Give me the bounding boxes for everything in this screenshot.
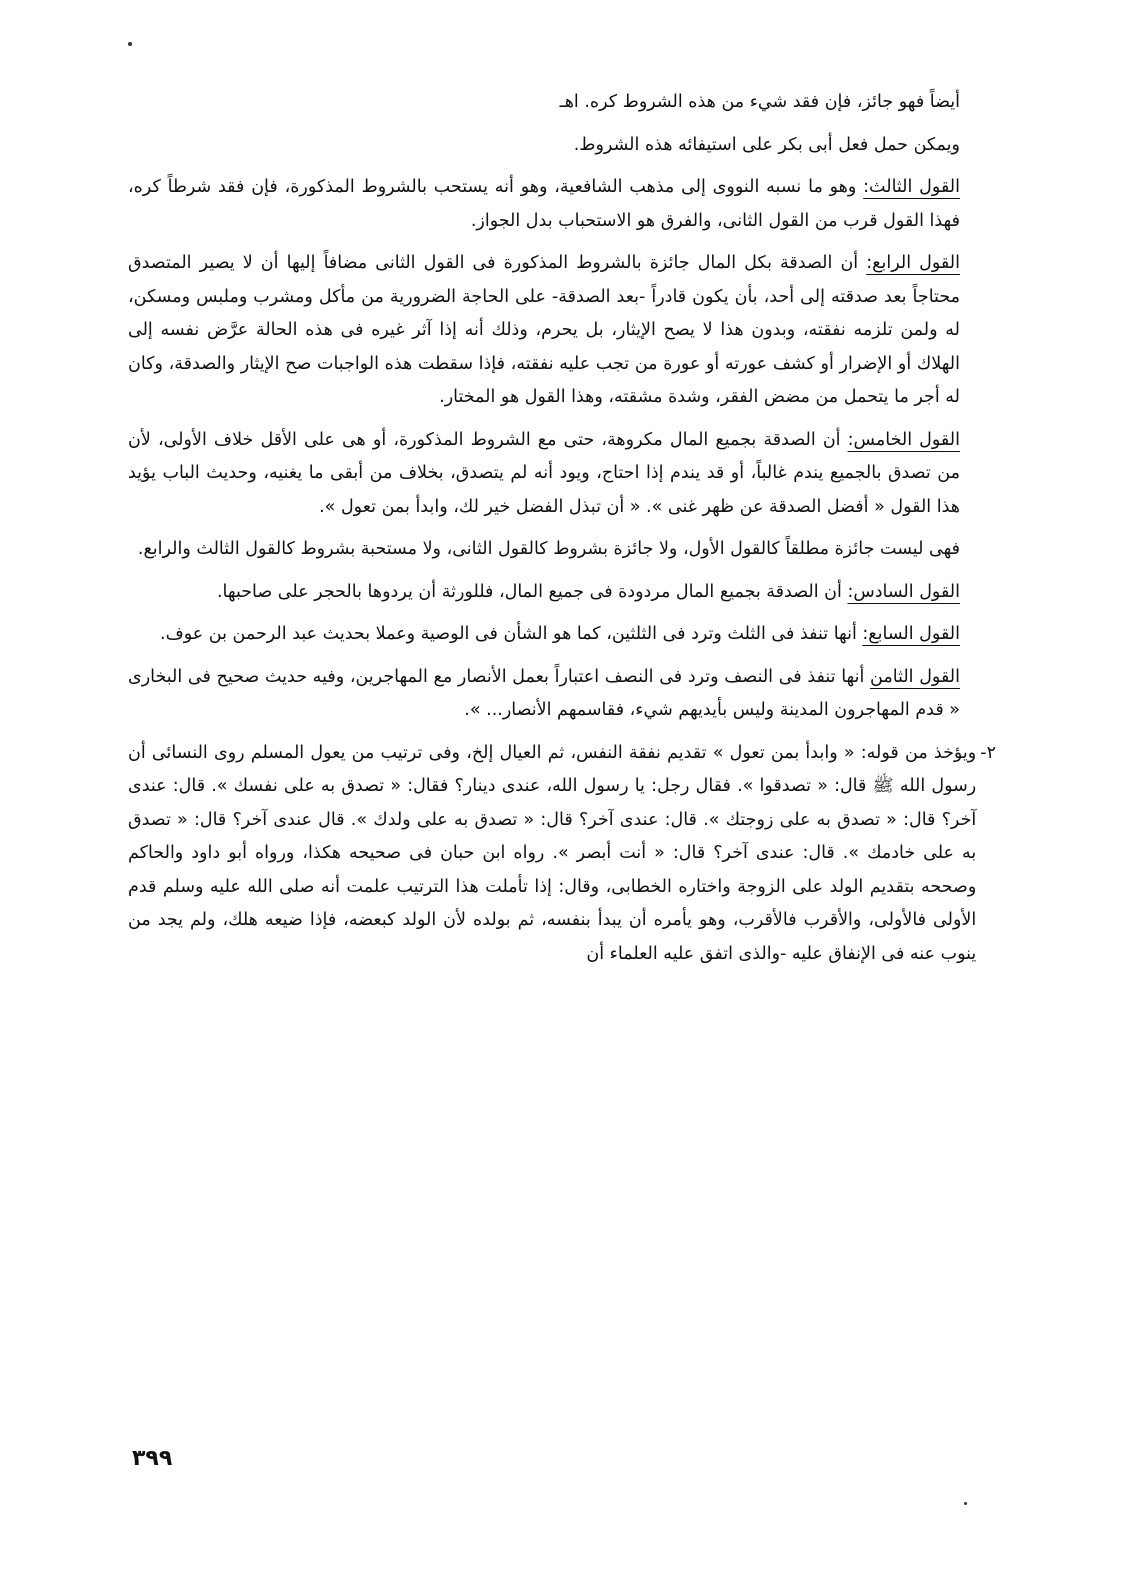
item-number: ٢- <box>980 742 996 763</box>
paragraph <box>128 129 960 163</box>
numbered-item <box>128 737 996 972</box>
paragraph-text: أن الصدقة بجميع المال مردودة فى جميع المال، فللورثة أن يردوها بالحجر على صاحبها. <box>216 581 848 602</box>
paragraph <box>128 618 960 652</box>
paragraph <box>128 533 960 567</box>
section-heading: القول الخامس: <box>847 429 960 450</box>
section-heading: القول السابع: <box>862 624 960 644</box>
paragraph-text: أيضاً فهو جائز، فإن فقد شيء من هذه الشروط كره. اهـ <box>559 92 960 112</box>
paragraph-text: ويمكن حمل فعل أبى بكر على استيفائه هذه الشروط. <box>573 134 960 155</box>
item-text: ويؤخذ من قوله: « وابدأ بمن تعول » تقديم نفقة النفس، ثم العيال إلخ، وفى ترتيب من يعول المسلم روى النسائى أن رسول الله ﷺ قال: « تصدقوا ». فقال رجل: يا رسول الله، عندى دينار؟ فقال: « تصدق به على نفسك ». قال: عندى آخر؟ قال: « تصدق به على زوجتك ». قال: عندى آخر؟ قال: « تصدق به على ولدك ». قال عندى آخر؟ قال: « تصدق به على خادمك ». قال: عندى آخر؟ قال: « أنت أبصر ». رواه ابن حبان فى صحيحه هكذا، ورواه أبو داود والحاكم وصححه بتقديم الولد على الزوجة واختاره الخطابى، وقال: إذا تأملت هذا الترتيب علمت أنه صلى الله عليه وسلم قدم الأولى فالأولى، والأقرب فالأقرب، وهو يأمره أن يبدأ بنفسه، ثم بولده لأن الولد كبعضه، فإذا ضيعه هلك، ولم يجد من ينوب عنه فى الإنفاق عليه -والذى اتفق عليه العلماء أن <box>128 742 977 964</box>
paragraph <box>128 171 960 238</box>
paragraph-text: أنها تنفذ فى الثلث وترد فى الثلثين، كما هو الشأن فى الوصية وعملا بحديث عبد الرحمن بن عوف. <box>160 624 863 644</box>
scan-speck <box>964 1502 967 1505</box>
paragraph <box>128 247 960 415</box>
section-heading: القول السادس: <box>847 581 960 602</box>
section-heading: القول الرابع: <box>866 253 960 273</box>
paragraph-text: أن الصدقة بكل المال جائزة بالشروط المذكورة فى القول الثانى مضافاً إليها أن لا يصير المتصدق محتاجاً بعد صدقته إلى أحد، بأن يكون قادراً -بعد الصدقة- على الحاجة الضرورية من مأكل ومشرب وملبس ومسكن، له ولمن تلزمه نفقته، وبدون هذا لا يصح الإيثار، بل يحرم، وذلك أنه إذا آثر غيره فى هذه الحالة عرَّض نفسه إلى الهلاك أو الإضرار أو كشف عورته أو عورة من تجب عليه نفقته، فإذا سقطت هذه الواجبات صح الإيثار والصدقة، وكان له أجر ما يتحمل من مضض الفقر، وشدة مشقته، وهذا القول هو المختار. <box>128 253 960 407</box>
scan-speck <box>128 42 132 46</box>
paragraph-text: فهى ليست جائزة مطلقاً كالقول الأول، ولا جائزة بشروط كالقول الثانى، ولا مستحبة بشروط كالقول الثالث والرابع. <box>137 539 960 559</box>
paragraph-text: أن الصدقة بجميع المال مكروهة، حتى مع الشروط المذكورة، أو هى على الأقل خلاف الأولى، لأن من تصدق بالجميع يندم غالباً، أو قد يندم إذا احتاج، ويود أنه لم يتصدق، بخلاف من أبقى ما يغنيه، وحديث الباب يؤيد هذا القول « أفضل الصدقة عن ظهر غنى ». « أن تبذل الفضل خير لك، وابدأ بمن تعول ». <box>128 429 960 517</box>
section-heading: القول الثامن <box>870 666 960 687</box>
page-number: ٣٩٩ <box>132 1446 173 1471</box>
paragraph <box>128 424 960 525</box>
paragraph-text: أنها تنفذ فى النصف وترد فى النصف اعتباراً بعمل الأنصار مع المهاجرين، وفيه حديث صحيح فى البخارى « قدم المهاجرون المدينة وليس بأيديهم شيء، فقاسمهم الأنصار... ». <box>128 666 960 720</box>
paragraph <box>128 576 960 610</box>
section-heading: القول الثالث: <box>863 177 960 197</box>
page-body <box>128 86 996 980</box>
paragraph <box>128 661 960 728</box>
paragraph-text: وهو ما نسبه النووى إلى مذهب الشافعية، وهو أنه يستحب بالشروط المذكورة، فإن فقد شرطاً كره، فهذا القول قرب من القول الثانى، والفرق هو الاستحباب بدل الجواز. <box>128 177 960 231</box>
paragraph <box>128 86 960 120</box>
